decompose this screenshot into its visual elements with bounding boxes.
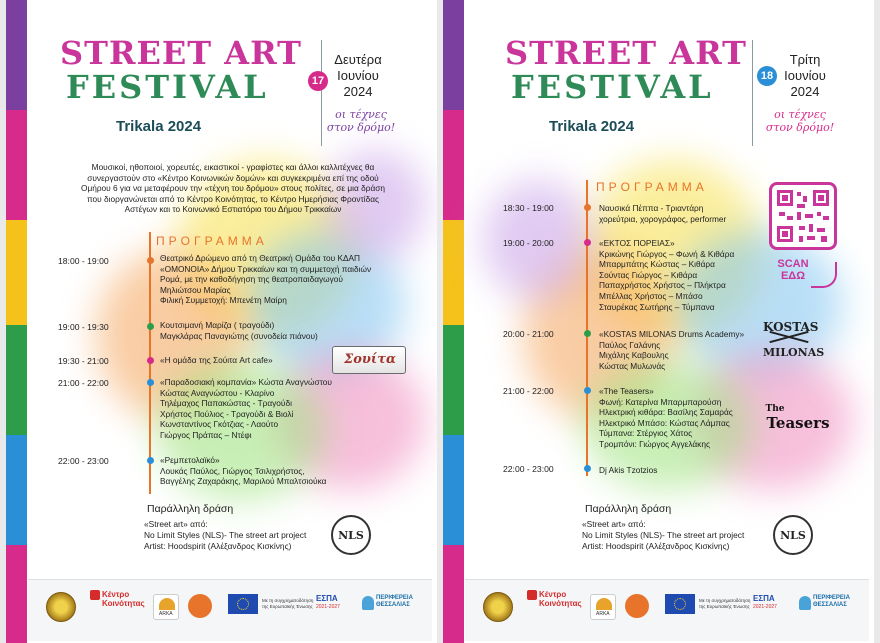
festival-city: Trikala 2024 xyxy=(549,118,635,135)
event-line: χορεύτρια, χορογράφος, performer xyxy=(599,213,727,224)
event-line: Μπαρμπάτης Κώστας – Κιθάρα xyxy=(599,259,715,270)
event-line: Χρήστος Πούλιος - Τραγούδι & Βιολί xyxy=(160,408,294,419)
parallel-line: No Limit Styles (NLS)- The street art project xyxy=(144,530,307,540)
slogan-line-1: οι τέχνες xyxy=(774,108,826,121)
month: Ιουνίου xyxy=(784,68,826,83)
timeline-dot xyxy=(147,257,154,264)
nls-logo xyxy=(331,515,371,555)
event-time: 19:00 - 19:30 xyxy=(58,322,109,332)
orange-logo-icon xyxy=(188,594,212,618)
event-line: Φιλική Συμμετοχή: Μπενέτη Μαίρη xyxy=(160,295,287,306)
event-line: Παύλος Γαλάνης xyxy=(599,339,661,350)
event-details xyxy=(599,203,726,224)
parallel-line: Artist: Hoodspirit (Αλέξανδρος Κισκίνης) xyxy=(582,541,730,551)
program-title: ΠΡΟΓΡΑΜΜΑ xyxy=(596,180,708,194)
event-time: 22:00 - 23:00 xyxy=(503,464,554,474)
event-time: 21:00 - 22:00 xyxy=(503,386,554,396)
region-text-1: ΠΕΡΙΦΕΡΕΙΑ xyxy=(813,595,850,601)
color-stripes xyxy=(443,0,464,643)
event-line: «Παραδοσιακή κομπανία» Κώστα Αναγνώστου xyxy=(160,377,332,387)
timeline-dot xyxy=(147,457,154,464)
timeline-dot xyxy=(147,357,154,364)
timeline-dot xyxy=(147,379,154,386)
scan-label-1: SCAN xyxy=(777,258,809,270)
event-line: «ΚOSTAS MILONAS Drums Academy» xyxy=(599,329,745,339)
weekday: Δευτέρα xyxy=(334,52,382,67)
timeline-dot xyxy=(147,323,154,330)
kentro-koinotitas-logo xyxy=(527,590,582,624)
timeline-dot xyxy=(584,387,591,394)
festival-title-line-2: FESTIVAL xyxy=(66,68,269,106)
scan-label-2: ΕΔΩ xyxy=(780,270,806,282)
event-line: Βαγγέλης Ζαχαράκης, Μαριλού Μπαλτσιούκα xyxy=(160,476,327,487)
event-time: 20:00 - 21:00 xyxy=(503,329,554,339)
event-line: Κώστας Μυλωνάς xyxy=(599,360,666,371)
slogan-line-2: στον δρόμο! xyxy=(765,121,835,134)
event-line: «ΕΚΤΟΣ ΠΟΡΕΙΑΣ» xyxy=(599,238,675,248)
cofund-text-1: Με τη συγχρηματοδότηση xyxy=(699,598,751,603)
kostas-milonas-logo xyxy=(763,320,825,368)
timeline-dot xyxy=(584,204,591,211)
teasers-logo-text-2: Teasers xyxy=(766,414,830,432)
teasers-logo-text-1: The xyxy=(765,404,785,414)
event-line: Κρικώνης Γιώργος – Φωνή & Κιθάρα xyxy=(599,248,735,259)
event-time: 18:30 - 19:00 xyxy=(503,203,554,213)
title-divider xyxy=(752,40,753,146)
event-line: «The Teasers» xyxy=(599,386,654,396)
arka-logo xyxy=(590,594,616,620)
event-line: Ναυσικά Πέππα - Τριαντάρη xyxy=(599,203,704,213)
intro-line: συνεργαστούν στο «Κέντρο Κοινωνικών δομών» και συγκεκριμένα επί της οδού xyxy=(87,172,379,183)
intro-line: Μουσικοί, ηθοποιοί, χορευτές, εικαστικοί - γραφίστες και άλλοι καλλιτέχνες θα xyxy=(91,162,375,172)
slogan xyxy=(765,108,835,134)
municipality-seal-icon xyxy=(483,592,513,622)
kentro-text-2: Κοινότητας xyxy=(539,599,582,608)
event-details xyxy=(160,355,273,366)
festival-city: Trikala 2024 xyxy=(116,118,202,135)
program-title: ΠΡΟΓΡΑΜΜΑ xyxy=(156,234,268,248)
program-timeline xyxy=(586,180,588,476)
weekday: Τρίτη xyxy=(789,52,821,67)
parallel-line: Artist: Hoodspirit (Αλέξανδρος Κισκίνης) xyxy=(144,541,292,551)
region-text-2: ΘΕΣΣΑΛΙΑΣ xyxy=(813,602,847,608)
suita-logo-text: Σουίτα xyxy=(344,352,396,367)
event-line: Σούντας Γιώργος – Κιθάρα xyxy=(599,269,698,280)
event-line: Φωνή: Κατερίνα Μπαρμπαρούση xyxy=(599,396,722,407)
event-line: Ρομά, με την καθοδήγηση της θεατροπαιδαγωγού xyxy=(160,274,343,285)
sponsor-footer xyxy=(465,579,869,641)
timeline-dot xyxy=(584,330,591,337)
parallel-title: Παράλληλη δράση xyxy=(585,503,672,515)
cofund-text-2: της Ευρωπαϊκής Ένωσης xyxy=(699,604,750,609)
event-line: «Η ομάδα της Σούιτα Art cafe» xyxy=(160,355,273,365)
kostas-logo-text-1: KOSTAS xyxy=(763,320,819,334)
event-line: Λουκάς Παύλος, Γιώργος Τσιλιχρήστος, xyxy=(160,465,305,476)
parallel-line: «Street art» από: xyxy=(144,519,208,529)
suita-logo xyxy=(332,346,406,374)
color-stripes xyxy=(6,0,27,643)
month: Ιουνίου xyxy=(337,68,379,83)
event-line: Μπέλλας Χρήστος – Μπάσο xyxy=(599,290,703,301)
slogan-line-2: στον δρόμο! xyxy=(326,121,396,134)
poster-day-1 xyxy=(6,0,437,643)
slogan-line-1: οι τέχνες xyxy=(335,108,387,121)
event-line: Παπαχρήστος Χρήστος – Πλήκτρα xyxy=(599,280,726,291)
event-line: «Ρεμπετολαϊκό» xyxy=(160,455,220,465)
nls-logo-text: NLS xyxy=(780,529,806,542)
arka-text: ARKA xyxy=(596,611,610,617)
region-icon xyxy=(799,596,811,610)
kentro-text-1: Κέντρο xyxy=(539,590,567,599)
region-icon xyxy=(362,596,374,610)
event-line: Ηλεκτρικό Μπάσο: Κώστας Λάμπας xyxy=(599,417,730,428)
poster-day-2 xyxy=(443,0,874,643)
espa-text: ΕΣΠΑ xyxy=(753,594,775,603)
orange-logo-icon xyxy=(625,594,649,618)
qr-code-icon xyxy=(773,186,833,246)
slogan xyxy=(326,108,396,134)
year: 2024 xyxy=(790,84,820,99)
event-line: Θεατρικό Δρώμενο από τη Θεατρική Ομάδα του ΚΔΑΠ xyxy=(160,253,361,263)
region-text-2: ΘΕΣΣΑΛΙΑΣ xyxy=(376,602,410,608)
intro-line: Αστέγων και το Κοινωνικό Εστιατόριο του Δήμου Τρικκαίων xyxy=(124,204,342,215)
event-time: 19:00 - 20:00 xyxy=(503,238,554,248)
title-divider xyxy=(321,40,322,146)
timeline-dot xyxy=(584,465,591,472)
event-details xyxy=(160,253,371,306)
event-details xyxy=(160,320,318,341)
parallel-line: «Street art» από: xyxy=(582,519,646,529)
cofund-text-2: της Ευρωπαϊκής Ένωσης xyxy=(262,604,313,609)
espa-years: 2021-2027 xyxy=(753,604,777,610)
event-line: Κωνσταντίνος Γκότζιας - Λαούτο xyxy=(160,419,279,430)
event-time: 21:00 - 22:00 xyxy=(58,378,109,388)
event-line: Dj Akis Tzotzios xyxy=(599,465,658,475)
event-line: «ΟΜΟΝΟΙΑ» Δήμου Τρικκαίων και τη συμμετοχή παιδιών xyxy=(160,263,372,274)
day-badge: 17 xyxy=(308,71,328,91)
event-line: Τηλέμαχος Παπακώστας - Τραγούδι xyxy=(160,398,292,409)
event-line: Τύμπανα: Στέργιος Χάτος xyxy=(599,428,693,439)
intro-line: που διοργανώνεται από το Κέντρο Κοινότητας, το Κέντρο Ημερήσιας Φροντίδας xyxy=(86,193,380,204)
intro-paragraph xyxy=(36,162,430,215)
event-line: Μαγκλάρας Παναγιώτης (συνοδεία πιάνου) xyxy=(160,330,318,341)
espa-years: 2021-2027 xyxy=(316,604,340,610)
festival-title-line-1: STREET ART xyxy=(60,34,302,72)
teasers-logo xyxy=(763,404,833,438)
event-line: Τρομπόνι: Γιώργος Αγγελάκης xyxy=(599,438,710,449)
kentro-text-1: Κέντρο xyxy=(102,590,130,599)
eu-flag-icon xyxy=(665,594,695,614)
event-details xyxy=(599,238,734,312)
event-line: Κουτσιμανή Μαρίζα ( τραγούδι) xyxy=(160,320,275,330)
event-line: Μηλιώτσου Μαρίας xyxy=(160,284,231,295)
event-details xyxy=(599,386,733,450)
event-line: Γιώργος Πράπας – Ντέφι xyxy=(160,429,252,440)
event-details xyxy=(160,377,332,441)
event-time: 18:00 - 19:00 xyxy=(58,256,109,266)
festival-title-line-2: FESTIVAL xyxy=(511,68,714,106)
kentro-koinotitas-logo xyxy=(90,590,145,624)
eu-flag-icon xyxy=(228,594,258,614)
kostas-logo-text-2: MILONAS xyxy=(763,346,825,359)
nls-logo-text: NLS xyxy=(338,529,364,542)
event-details xyxy=(599,329,744,371)
municipality-seal-icon xyxy=(46,592,76,622)
parallel-line: No Limit Styles (NLS)- The street art project xyxy=(582,530,745,540)
scan-label xyxy=(771,258,815,282)
event-time: 19:30 - 21:00 xyxy=(58,356,109,366)
day-badge: 18 xyxy=(757,66,777,86)
timeline-dot xyxy=(584,239,591,246)
qr-code[interactable] xyxy=(769,182,837,250)
region-text-1: ΠΕΡΙΦΕΡΕΙΑ xyxy=(376,595,413,601)
sponsor-footer xyxy=(28,579,432,641)
parallel-title: Παράλληλη δράση xyxy=(147,503,234,515)
cofund-text-1: Με τη συγχρηματοδότηση xyxy=(262,598,314,603)
event-line: Ηλεκτρική κιθάρα: Βασίλης Σαμαράς xyxy=(599,407,733,418)
kentro-text-2: Κοινότητας xyxy=(102,599,145,608)
event-line: Κώστας Αναγνώστου - Κλαρίνο xyxy=(160,387,275,398)
espa-text: ΕΣΠΑ xyxy=(316,594,338,603)
event-line: Σταυρέκας Σωτήρης – Τύμπανα xyxy=(599,301,715,312)
intro-line: Ομήρου 6 για να μεταφέρουν την «τέχνη του δρόμου» στους πολίτες, σε μια δράση xyxy=(80,183,385,194)
year: 2024 xyxy=(343,84,373,99)
nls-logo xyxy=(773,515,813,555)
arka-text: ARKA xyxy=(159,611,173,617)
event-time: 22:00 - 23:00 xyxy=(58,456,109,466)
event-line: Μιχάλης Καβουλης xyxy=(599,350,669,361)
date-text xyxy=(775,52,835,100)
event-details xyxy=(599,465,657,476)
date-text xyxy=(328,52,388,100)
event-details xyxy=(160,455,326,487)
festival-title-line-1: STREET ART xyxy=(505,34,747,72)
arka-logo xyxy=(153,594,179,620)
